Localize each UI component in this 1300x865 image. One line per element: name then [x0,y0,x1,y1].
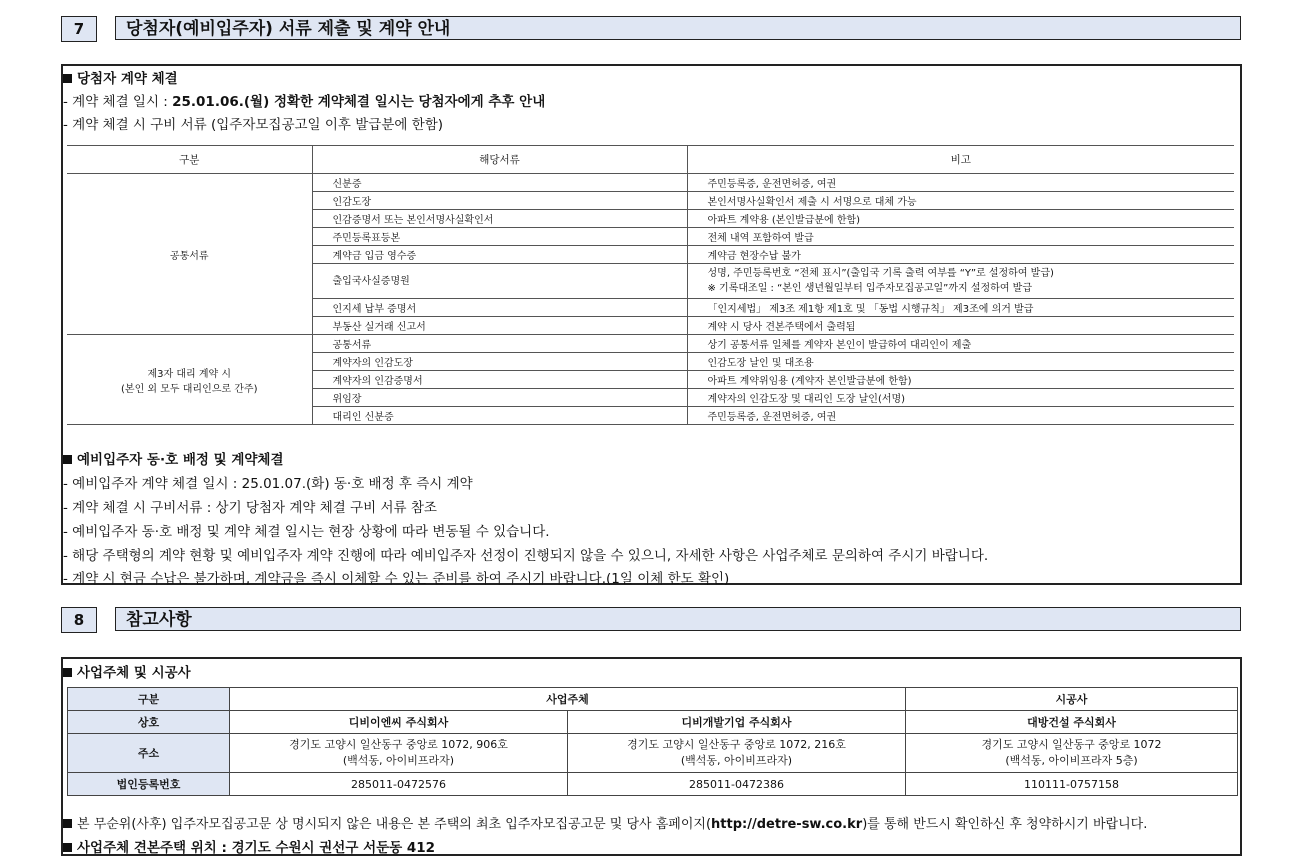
group-common-label: 공통서류 [67,174,312,335]
company-address: 경기도 고양시 일산동구 중앙로 1072 (백석동, 아이비프라자 5층) [906,734,1238,773]
reserve-line: - 계약 체결 시 구비서류 : 상기 당첨자 계약 체결 구비 서류 참조 [63,500,437,516]
square-bullet-icon [63,843,72,852]
header-remarks: 비고 [687,146,1234,174]
company-name: 디비개발기업 주식회사 [568,711,906,734]
doc-cell: 부동산 실거래 신고서 [312,317,687,335]
note-line: ※ 기록대조일 : “본인 생년월일부터 입주자모집공고일”까지 설정하여 발급 [707,283,1033,294]
section-8-number: 8 [61,607,97,633]
note-cell: 상기 공통서류 일체를 계약자 본인이 발급하여 대리인이 제출 [687,335,1234,353]
note-cell: 아파트 계약위임용 (계약자 본인발급분에 한함) [687,371,1234,389]
reserve-line: - 예비입주자 계약 체결 일시 : 25.01.07.(화) 동·호 배정 후 즉시 계약 [63,476,473,492]
col-label: 구분 [68,688,230,711]
doc-cell: 인감증명서 또는 본인서명사실확인서 [312,210,687,228]
table-header-row [67,146,1234,174]
doc-cell: 공통서류 [312,335,687,353]
reserve-line: - 계약 시 현금 수납은 불가하며, 계약금을 즉시 이체할 수 있는 준비를 하여 주시기 바랍니다.(1일 이체 한도 확인) [63,571,730,587]
group-proxy-label: 제3자 대리 계약 시 (본인 외 모두 대리인으로 간주) [67,335,312,425]
reserve-line: - 해당 주택형의 계약 현황 및 예비입주자 계약 진행에 따라 예비입주자 선정이 진행되지 않을 수 있으니, 자세한 사항은 사업주체로 문의하여 주시기 바랍니다. [63,548,989,564]
company-table [67,687,1238,796]
header-category: 구분 [67,146,312,174]
section-8-title: 참고사항 [115,607,1241,631]
doc-cell: 출입국사실증명원 [312,264,687,299]
contract-heading: 당첨자 계약 체결 [63,67,178,87]
note-cell: 아파트 계약용 (본인발급분에 한함) [687,210,1234,228]
note-cell: 계약 시 당사 견본주택에서 출력됨 [687,317,1234,335]
note-cell: 계약자의 인감도장 및 대리인 도장 날인(서명) [687,389,1234,407]
reserve-heading: 예비입주자 동·호 배정 및 계약체결 [63,448,284,468]
model-house-location: 사업주체 견본주택 위치 : 경기도 수원시 권선구 서둔동 412 [63,836,435,856]
table-row [68,773,1238,796]
company-name: 대방건설 주식회사 [906,711,1238,734]
regno-label: 법인등록번호 [68,773,230,796]
contract-date-line: - 계약 체결 일시 : 25.01.06.(월) 정확한 계약체결 일시는 당첨자에게 추후 안내 [63,94,546,110]
note-cell: 인감도장 날인 및 대조용 [687,353,1234,371]
note-cell: 전체 내역 포함하여 발급 [687,228,1234,246]
company-address: 경기도 고양시 일산동구 중앙로 1072, 216호 (백석동, 아이비프라자) [568,734,906,773]
table-row [67,174,1234,192]
doc-cell: 신분증 [312,174,687,192]
address-label: 주소 [68,734,230,773]
name-label: 상호 [68,711,230,734]
doc-cell: 대리인 신분증 [312,407,687,425]
developer-label: 사업주체 [230,688,906,711]
section-7-box [61,64,1242,585]
homepage-link[interactable]: http://detre-sw.co.kr [711,817,863,832]
company-regno: 285011-0472576 [230,773,568,796]
contract-docs-line: - 계약 체결 시 구비 서류 (입주자모집공고일 이후 발급분에 한함) [63,117,444,133]
company-regno: 110111-0757158 [906,773,1238,796]
note-cell: 계약금 현장수납 불가 [687,246,1234,264]
note-cell: 주민등록증, 운전면허증, 여권 [687,174,1234,192]
doc-cell: 계약금 입금 영수증 [312,246,687,264]
builder-label: 시공사 [906,688,1238,711]
table-row [68,734,1238,773]
table-row [68,688,1238,711]
doc-cell: 계약자의 인감도장 [312,353,687,371]
note-cell: 본인서명사실확인서 제출 시 서명으로 대체 가능 [687,192,1234,210]
doc-cell: 인감도장 [312,192,687,210]
note-cell [687,264,1234,299]
section-7-title: 당첨자(예비입주자) 서류 제출 및 계약 안내 [115,16,1241,40]
table-row [68,711,1238,734]
square-bullet-icon [63,455,72,464]
company-name: 디비이엔씨 주식회사 [230,711,568,734]
doc-cell: 주민등록표등본 [312,228,687,246]
square-bullet-icon [63,819,72,828]
section-8-box [61,657,1242,856]
square-bullet-icon [63,668,72,677]
contract-docs-table [67,145,1234,425]
company-regno: 285011-0472386 [568,773,906,796]
note-cell: 주민등록증, 운전면허증, 여권 [687,407,1234,425]
doc-cell: 계약자의 인감증명서 [312,371,687,389]
reference-note: 본 무순위(사후) 입주자모집공고문 상 명시되지 않은 내용은 본 주택의 최초 입주자모집공고문 및 당사 홈페이지(http://detre-sw.co.kr)를 통해 반드시 확인하신 후 청약하시기 바랍니다. [63,813,1147,832]
company-heading: 사업주체 및 시공사 [63,661,191,681]
note-line: 성명, 주민등록번호 “전체 표시”(출입국 기록 출력 여부를 “Y”로 설정하여 발급) [707,268,1054,279]
note-cell: 「인지세법」 제3조 제1항 제1호 및 「동법 시행규칙」 제3조에 의거 발급 [687,299,1234,317]
reserve-line: - 예비입주자 동·호 배정 및 계약 체결 일시는 현장 상황에 따라 변동될 수 있습니다. [63,524,550,540]
doc-cell: 위임장 [312,389,687,407]
company-address: 경기도 고양시 일산동구 중앙로 1072, 906호 (백석동, 아이비프라자) [230,734,568,773]
header-documents: 해당서류 [312,146,687,174]
square-bullet-icon [63,74,72,83]
table-row [67,335,1234,353]
section-7-number: 7 [61,16,97,42]
doc-cell: 인지세 납부 증명서 [312,299,687,317]
